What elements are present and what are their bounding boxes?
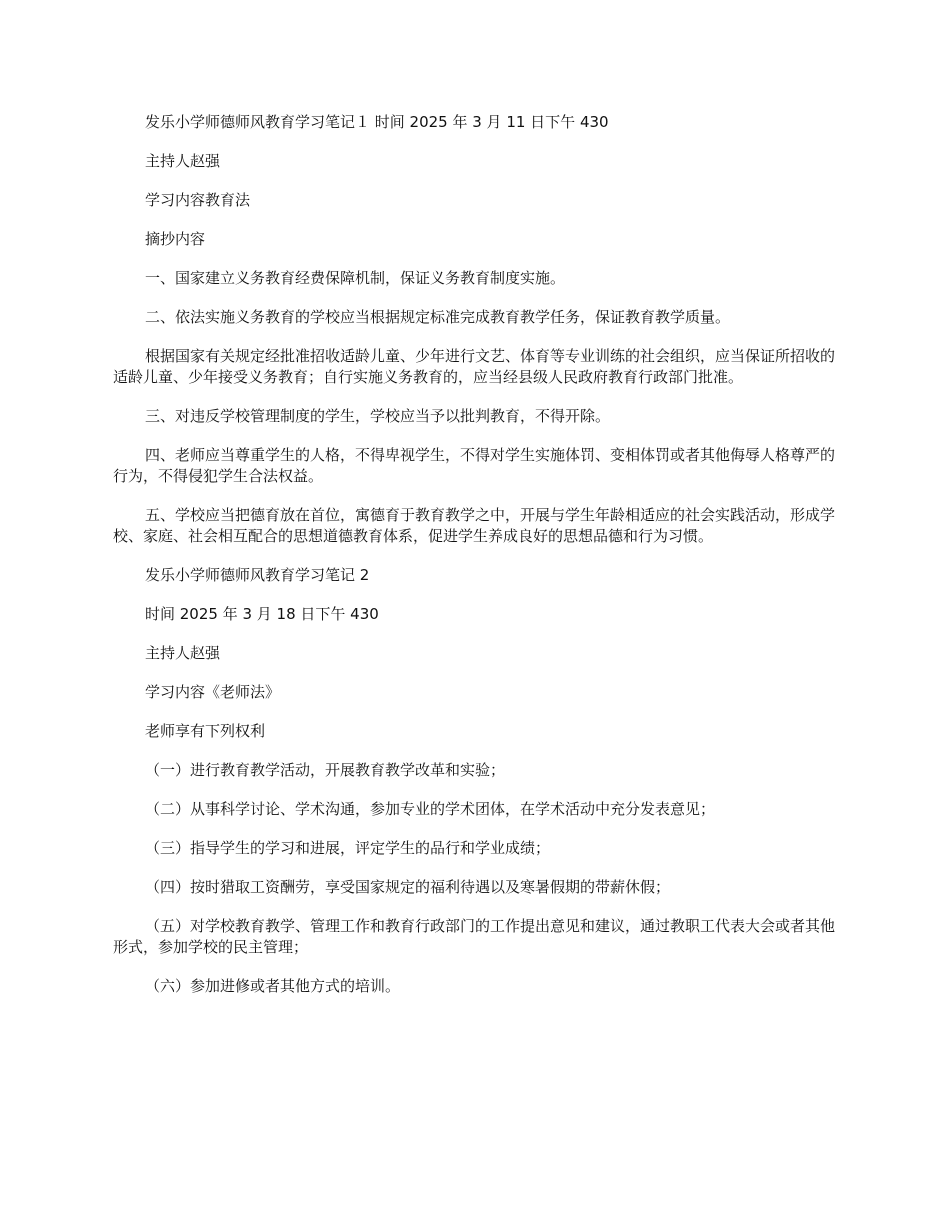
note1-excerpt-label: 摘抄内容 <box>145 230 206 248</box>
note1-item-2-detail: 根据国家有关规定经批准招收适龄儿童、少年进行文艺、体育等专业训练的社会组织，应当保证所招收的适龄儿童、少年接受义务教育；自行实施义务教育的，应当经县级人民政府教育行政部门批准。 <box>113 347 836 386</box>
note2-time: 时间 2025 年 3 月 18 日下午 430 <box>145 605 379 623</box>
note2-topic: 学习内容《老师法》 <box>145 683 281 701</box>
note1-item-1: 一、国家建立义务教育经费保障机制，保证义务教育制度实施。 <box>145 269 566 287</box>
note2-rights-heading: 老师享有下列权利 <box>145 722 266 740</box>
note2-right-1: （一）进行教育教学活动，开展教育教学改革和实验； <box>145 761 506 779</box>
note1-host: 主持人赵强 <box>145 152 221 170</box>
note2-right-5: （五）对学校教育教学、管理工作和教育行政部门的工作提出意见和建议，通过教职工代表大会或者其他形式，参加学校的民主管理； <box>113 917 836 956</box>
note1-item-4: 四、老师应当尊重学生的人格，不得卑视学生，不得对学生实施体罚、变相体罚或者其他侮辱人格尊严的行为，不得侵犯学生合法权益。 <box>113 446 836 485</box>
note1-item-3: 三、对违反学校管理制度的学生，学校应当予以批判教育，不得开除。 <box>145 407 611 425</box>
note2-host: 主持人赵强 <box>145 644 221 662</box>
note2-right-2: （二）从事科学讨论、学术沟通，参加专业的学术团体，在学术活动中充分发表意见； <box>145 800 716 818</box>
note1-title: 发乐小学师德师风教育学习笔记１ 时间 2025 年 3 月 11 日下午 430 <box>145 113 609 131</box>
note2-title: 发乐小学师德师风教育学习笔记 2 <box>145 566 370 584</box>
note1-topic: 学习内容教育法 <box>145 191 251 209</box>
note1-item-5: 五、学校应当把德育放在首位，寓德育于教育教学之中，开展与学生年龄相适应的社会实践活动，形成学校、家庭、社会相互配合的思想道德教育体系，促进学生养成良好的思想品德和行为习惯。 <box>113 506 836 545</box>
note2-right-3: （三）指导学生的学习和进展，评定学生的品行和学业成绩； <box>145 839 551 857</box>
document-page <box>113 112 835 1015</box>
note2-right-4: （四）按时猎取工资酬劳，享受国家规定的福利待遇以及寒暑假期的带薪休假； <box>145 878 671 896</box>
note1-item-2: 二、依法实施义务教育的学校应当根据规定标准完成教育教学任务，保证教育教学质量。 <box>145 308 731 326</box>
note2-right-6: （六）参加进修或者其他方式的培训。 <box>145 977 401 995</box>
